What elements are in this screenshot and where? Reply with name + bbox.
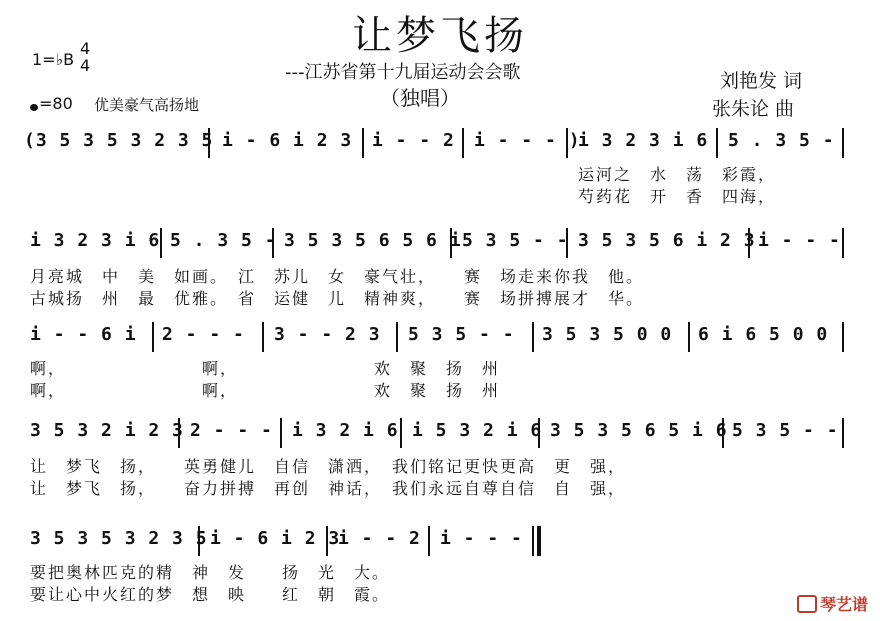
measure: i - - -: [440, 528, 523, 549]
brand-name: 琴艺谱: [819, 595, 868, 614]
measure: i - - - ): [474, 130, 581, 151]
time-signature: [80, 40, 90, 74]
score-system-3: [0, 324, 880, 400]
measure: i - 6 i 2 3: [222, 130, 353, 151]
lyric-line-1: 让 梦飞 扬， 英勇健儿 自信 潇洒， 我们铭记更快更高 更 强，: [30, 457, 627, 476]
lyric-line-1: 要把奥林匹克的精 神 发 扬 光 大。: [30, 563, 391, 582]
time-signature-bottom: 4: [80, 56, 91, 75]
measure: (3 5 3 5 3 2 3 5: [24, 130, 214, 151]
measure: 5 3 5 - -: [408, 324, 515, 345]
lyric-line-2: 啊， 啊， 欢 聚 扬 州: [30, 381, 501, 400]
measure: i - - -: [758, 230, 841, 251]
barline: [532, 322, 534, 352]
measure: i - - 2: [372, 130, 455, 151]
lyricist-credit: 刘艳发 词: [720, 70, 803, 92]
measure: 2 - - -: [190, 420, 273, 441]
barline: [842, 228, 844, 258]
barline: [842, 322, 844, 352]
lyric-line-1: 月亮城 中 美 如画。 江 苏儿 女 豪气壮， 赛 场走来你我 他。: [30, 267, 645, 286]
tempo-marking: [30, 94, 73, 113]
measure: 5 3 5 - -: [732, 420, 839, 441]
quarter-note-icon: [30, 104, 38, 111]
score-system-1: [0, 130, 880, 206]
barline: [842, 418, 844, 448]
measure: 5 3 5 - -: [462, 230, 569, 251]
measure: i 3 2 3 i 6: [578, 130, 709, 151]
final-barline: [532, 526, 534, 556]
measure: i - - 6 i: [30, 324, 137, 345]
barline: [262, 322, 264, 352]
score-system-4: [0, 420, 880, 498]
score-system-2: [0, 230, 880, 308]
measure: 5 . 3 5 -: [728, 130, 835, 151]
barline: [462, 128, 464, 158]
key-signature: 1=♭B: [32, 50, 75, 69]
lyric-line-1: 啊， 啊， 欢 聚 扬 州: [30, 359, 501, 378]
barline: [428, 526, 430, 556]
brand-logo-icon: [797, 595, 817, 613]
measure: i 3 2 3 i 6: [30, 230, 161, 251]
measure: i - 6 i 2 3: [210, 528, 341, 549]
measure: 5 . 3 5 -: [170, 230, 277, 251]
lyric-line-1: 运河之 水 荡 彩霞，: [578, 165, 777, 184]
barline: [362, 128, 364, 158]
performance-type: （独唱）: [380, 86, 460, 110]
barline: [280, 418, 282, 448]
lyric-line-2: 古城扬 州 最 优雅。 省 运健 儿 精神爽， 赛 场拼搏展才 华。: [30, 289, 645, 308]
barline: [688, 322, 690, 352]
measure: 3 5 3 2 i 2 3: [30, 420, 184, 441]
tempo-value: =80: [39, 94, 73, 113]
measure: i 5 3 2 i 6: [412, 420, 543, 441]
barline: [716, 128, 718, 158]
song-title: 让梦飞扬: [352, 13, 528, 59]
measure: 3 - - 2 3: [274, 324, 381, 345]
final-barline-thick: [537, 526, 541, 556]
barline: [152, 322, 154, 352]
barline: [160, 228, 162, 258]
measure: 6 i 6 5 0 0: [698, 324, 829, 345]
lyric-line-2: 让 梦飞 扬， 奋力拼搏 再创 神话， 我们永远自尊自信 自 强，: [30, 479, 627, 498]
lyric-line-2: 芍药花 开 香 四海，: [578, 187, 777, 206]
composer-credit: 张朱论 曲: [712, 98, 795, 120]
barline: [396, 322, 398, 352]
site-watermark: [797, 592, 868, 615]
lyric-line-2: 要让心中火红的梦 想 映 红 朝 霞。: [30, 585, 391, 604]
time-signature-top: 4: [80, 39, 91, 58]
measure: i - - 2: [338, 528, 421, 549]
score-system-5: [0, 528, 880, 604]
song-subtitle: ---江苏省第十九届运动会会歌: [285, 62, 521, 83]
measure: 3 5 3 5 0 0: [542, 324, 673, 345]
measure: 3 5 3 5 6 5 i 6: [550, 420, 728, 441]
measure: 3 5 3 5 3 2 3 5: [30, 528, 208, 549]
measure: 3 5 3 5 6 i 2 3: [578, 230, 756, 251]
barline: [842, 128, 844, 158]
expression-marking: 优美豪气高扬地: [94, 96, 200, 114]
measure: 2 - - -: [162, 324, 245, 345]
barline: [400, 418, 402, 448]
measure: 3 5 3 5 6 5 6 i: [284, 230, 462, 251]
measure: i 3 2 i 6: [292, 420, 399, 441]
